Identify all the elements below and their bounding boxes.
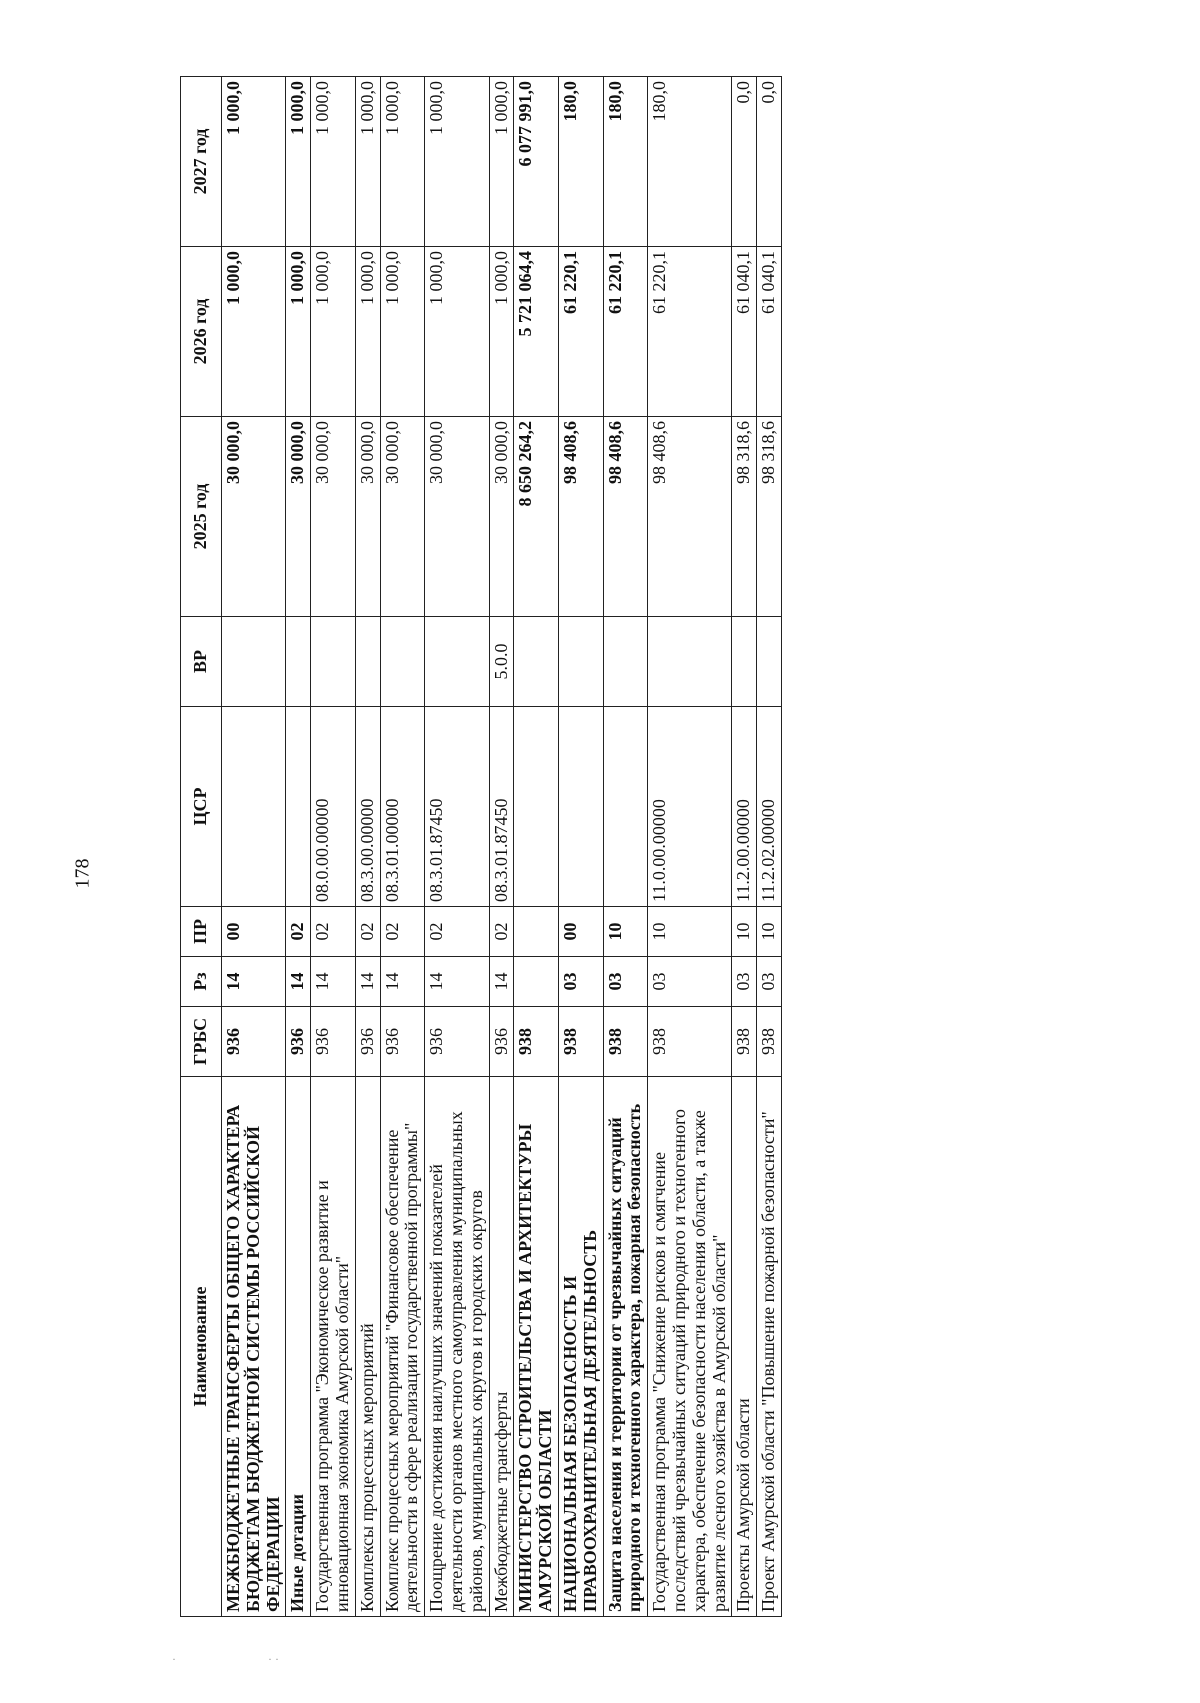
- cell-2026: 1 000,0: [355, 247, 380, 417]
- header-2027: 2027 год: [181, 77, 222, 247]
- cell-pr: 02: [286, 907, 311, 957]
- cell-2026: 61 040,1: [757, 247, 782, 417]
- table-row: [558, 77, 603, 1617]
- cell-grbs: 936: [425, 1007, 489, 1077]
- cell-name: Государственная программа "Экономическое развитие и инновационная экономика Амурской области": [311, 1077, 356, 1617]
- cell-2027: 180,0: [558, 77, 603, 247]
- cell-2026: 1 000,0: [222, 247, 286, 417]
- page-number: 178: [71, 858, 94, 889]
- cell-rz: 14: [222, 957, 286, 1007]
- table-row: [489, 77, 514, 1617]
- cell-2027: 1 000,0: [425, 77, 489, 247]
- cell-grbs: 936: [355, 1007, 380, 1077]
- cell-pr: 02: [311, 907, 356, 957]
- header-pr: ПР: [181, 907, 222, 957]
- table-row: [222, 77, 286, 1617]
- cell-2025: 8 650 264,2: [514, 417, 559, 617]
- cell-csr: 08.3.01.87450: [425, 707, 489, 907]
- cell-name: МИНИСТЕРСТВО СТРОИТЕЛЬСТВА И АРХИТЕКТУРЫ АМУРСКОЙ ОБЛАСТИ: [514, 1077, 559, 1617]
- header-2025: 2025 год: [181, 417, 222, 617]
- cell-rz: 03: [558, 957, 603, 1007]
- cell-csr: 08.3.01.00000: [380, 707, 425, 907]
- cell-2027: 1 000,0: [489, 77, 514, 247]
- cell-2026: 1 000,0: [489, 247, 514, 417]
- cell-pr: 02: [489, 907, 514, 957]
- table-row: [286, 77, 311, 1617]
- cell-vr: [286, 617, 311, 707]
- cell-grbs: 936: [489, 1007, 514, 1077]
- cell-vr: [222, 617, 286, 707]
- cell-vr: [425, 617, 489, 707]
- cell-grbs: 938: [732, 1007, 757, 1077]
- cell-pr: 00: [558, 907, 603, 957]
- cell-grbs: 938: [648, 1007, 732, 1077]
- cell-name: Межбюджетные трансферты: [489, 1077, 514, 1617]
- cell-2026: 5 721 064,4: [514, 247, 559, 417]
- table-row: [311, 77, 356, 1617]
- cell-2027: 180,0: [648, 77, 732, 247]
- cell-2026: 61 220,1: [603, 247, 648, 417]
- cell-csr: 11.2.00.00000: [732, 707, 757, 907]
- cell-csr: [514, 707, 559, 907]
- cell-2027: 1 000,0: [355, 77, 380, 247]
- cell-2025: 30 000,0: [380, 417, 425, 617]
- table-row: [757, 77, 782, 1617]
- cell-pr: 02: [380, 907, 425, 957]
- cell-grbs: 936: [380, 1007, 425, 1077]
- cell-grbs: 938: [757, 1007, 782, 1077]
- cell-name: Государственная программа "Снижение рисков и смягчение последствий чрезвычайных ситуаций природного и техногенного характера, обеспечение безопасности населения области, а также развитие лесного хозяйства в Амурской области": [648, 1077, 732, 1617]
- cell-pr: 10: [732, 907, 757, 957]
- table-header-row: [181, 77, 222, 1617]
- cell-name: Защита населения и территории от чрезвычайных ситуаций природного и техногенного характера, пожарная безопасность: [603, 1077, 648, 1617]
- cell-2025: 30 000,0: [286, 417, 311, 617]
- cell-csr: [558, 707, 603, 907]
- cell-2025: 98 318,6: [732, 417, 757, 617]
- cell-rz: [514, 957, 559, 1007]
- cell-2027: 1 000,0: [380, 77, 425, 247]
- table-row: [603, 77, 648, 1617]
- cell-2025: 30 000,0: [425, 417, 489, 617]
- cell-csr: 08.0.00.00000: [311, 707, 356, 907]
- scan-speck: · ·: [268, 1652, 279, 1666]
- cell-grbs: 938: [514, 1007, 559, 1077]
- rotated-table-container: [180, 77, 1085, 1617]
- cell-2027: 6 077 991,0: [514, 77, 559, 247]
- cell-name: Проект Амурской области "Повышение пожарной безопасности": [757, 1077, 782, 1617]
- cell-grbs: 936: [222, 1007, 286, 1077]
- cell-vr: [355, 617, 380, 707]
- cell-2026: 61 040,1: [732, 247, 757, 417]
- table-row: [425, 77, 489, 1617]
- cell-grbs: 936: [286, 1007, 311, 1077]
- table-row: [380, 77, 425, 1617]
- cell-vr: 5.0.0: [489, 617, 514, 707]
- cell-2027: 1 000,0: [286, 77, 311, 247]
- table-row: [514, 77, 559, 1617]
- cell-csr: [286, 707, 311, 907]
- cell-name: НАЦИОНАЛЬНАЯ БЕЗОПАСНОСТЬ И ПРАВООХРАНИТЕЛЬНАЯ ДЕЯТЕЛЬНОСТЬ: [558, 1077, 603, 1617]
- table-body: [222, 77, 782, 1617]
- cell-rz: 14: [489, 957, 514, 1007]
- cell-csr: 11.0.00.00000: [648, 707, 732, 907]
- budget-table: [180, 76, 782, 1617]
- cell-vr: [732, 617, 757, 707]
- cell-grbs: 938: [603, 1007, 648, 1077]
- header-rz: Рз: [181, 957, 222, 1007]
- cell-2026: 61 220,1: [648, 247, 732, 417]
- cell-2027: 1 000,0: [222, 77, 286, 247]
- cell-name: МЕЖБЮДЖЕТНЫЕ ТРАНСФЕРТЫ ОБЩЕГО ХАРАКТЕРА БЮДЖЕТАМ БЮДЖЕТНОЙ СИСТЕМЫ РОССИЙСКОЙ ФЕДЕРАЦИИ: [222, 1077, 286, 1617]
- cell-rz: 03: [648, 957, 732, 1007]
- table-row: [648, 77, 732, 1617]
- cell-2025: 98 408,6: [558, 417, 603, 617]
- cell-rz: 14: [286, 957, 311, 1007]
- cell-2027: 180,0: [603, 77, 648, 247]
- cell-grbs: 936: [311, 1007, 356, 1077]
- cell-vr: [603, 617, 648, 707]
- cell-2025: 98 408,6: [603, 417, 648, 617]
- cell-pr: 10: [603, 907, 648, 957]
- cell-name: Комплексы процессных мероприятий: [355, 1077, 380, 1617]
- cell-2026: 1 000,0: [425, 247, 489, 417]
- header-grbs: ГРБС: [181, 1007, 222, 1077]
- cell-csr: 08.3.00.00000: [355, 707, 380, 907]
- cell-rz: 14: [355, 957, 380, 1007]
- cell-2025: 30 000,0: [489, 417, 514, 617]
- cell-csr: [222, 707, 286, 907]
- cell-rz: 14: [380, 957, 425, 1007]
- cell-pr: 02: [425, 907, 489, 957]
- cell-rz: 14: [425, 957, 489, 1007]
- table-row: [732, 77, 757, 1617]
- cell-csr: 08.3.01.87450: [489, 707, 514, 907]
- cell-pr: 10: [648, 907, 732, 957]
- cell-name: Проекты Амурской области: [732, 1077, 757, 1617]
- cell-2026: 1 000,0: [380, 247, 425, 417]
- cell-rz: 14: [311, 957, 356, 1007]
- header-vr: ВР: [181, 617, 222, 707]
- cell-name: Поощрение достижения наилучших значений показателей деятельности органов местного самоуправления муниципальных районов, муниципальных округов и городских округов: [425, 1077, 489, 1617]
- cell-vr: [380, 617, 425, 707]
- header-name: Наименование: [181, 1077, 222, 1617]
- cell-vr: [514, 617, 559, 707]
- cell-2025: 98 408,6: [648, 417, 732, 617]
- cell-pr: 10: [757, 907, 782, 957]
- cell-2026: 61 220,1: [558, 247, 603, 417]
- table-row: [355, 77, 380, 1617]
- cell-name: Иные дотации: [286, 1077, 311, 1617]
- cell-2026: 1 000,0: [286, 247, 311, 417]
- cell-rz: 03: [732, 957, 757, 1007]
- cell-grbs: 938: [558, 1007, 603, 1077]
- cell-vr: [311, 617, 356, 707]
- cell-pr: 02: [355, 907, 380, 957]
- cell-rz: 03: [757, 957, 782, 1007]
- cell-2026: 1 000,0: [311, 247, 356, 417]
- cell-csr: [603, 707, 648, 907]
- cell-name: Комплекс процессных мероприятий "Финансовое обеспечение деятельности в сфере реализации государственной программы": [380, 1077, 425, 1617]
- cell-vr: [648, 617, 732, 707]
- cell-2027: 0,0: [757, 77, 782, 247]
- cell-pr: [514, 907, 559, 957]
- cell-pr: 00: [222, 907, 286, 957]
- cell-2025: 98 318,6: [757, 417, 782, 617]
- cell-2025: 30 000,0: [311, 417, 356, 617]
- scan-speck: ·: [172, 1652, 176, 1666]
- cell-2027: 1 000,0: [311, 77, 356, 247]
- cell-rz: 03: [603, 957, 648, 1007]
- cell-csr: 11.2.02.00000: [757, 707, 782, 907]
- cell-2025: 30 000,0: [355, 417, 380, 617]
- cell-2025: 30 000,0: [222, 417, 286, 617]
- cell-2027: 0,0: [732, 77, 757, 247]
- cell-vr: [558, 617, 603, 707]
- header-2026: 2026 год: [181, 247, 222, 417]
- header-csr: ЦСР: [181, 707, 222, 907]
- cell-vr: [757, 617, 782, 707]
